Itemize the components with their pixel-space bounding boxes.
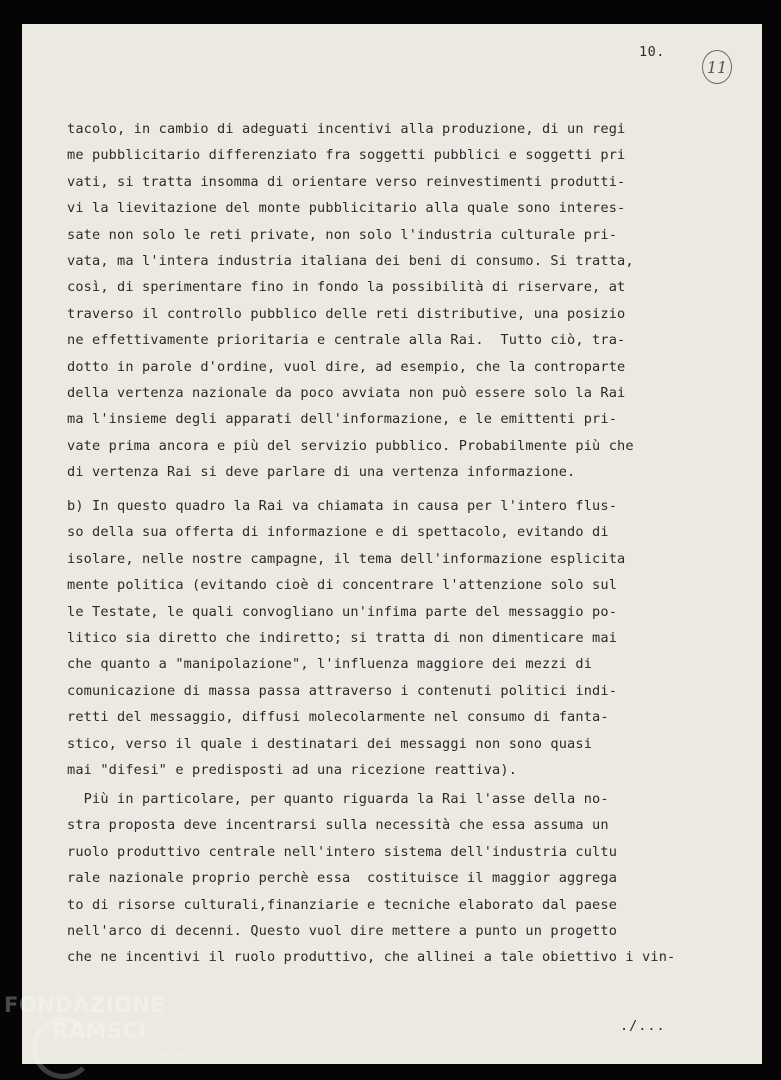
text-line: isolare, nelle nostre campagne, il tema dell'informazione esplicita	[67, 550, 626, 567]
watermark-small: onlus	[160, 1049, 187, 1060]
text-line: vi la lievitazione del monte pubblicitario alla quale sono interes-	[67, 200, 626, 217]
text-line: vata, ma l'intera industria italiana dei beni di consumo. Si tratta,	[67, 252, 634, 269]
text-line: che ne incentivi il ruolo produttivo, che allinei a tale obiettivo i vin-	[67, 949, 676, 966]
text-line: stico, verso il quale i destinatari dei messaggi non sono quasi	[67, 735, 593, 752]
archive-number-stamp	[702, 50, 732, 84]
text-line: di vertenza Rai si deve parlare di una vertenza informazione.	[67, 464, 576, 481]
fondazione-gramsci-watermark	[4, 993, 204, 1078]
archive-number: 11	[706, 57, 728, 77]
text-line: sate non solo le reti private, non solo l'industria culturale pri-	[67, 226, 618, 243]
text-line: b) In questo quadro la Rai va chiamata in causa per l'intero flus-	[67, 498, 618, 514]
text-line: stra proposta deve incentrarsi sulla necessità che essa assuma un	[67, 817, 609, 834]
text-line: ma l'insieme degli apparati dell'informazione, e le emittenti pri-	[67, 411, 618, 428]
text-line: tacolo, in cambio di adeguati incentivi alla produzione, di un regi	[67, 121, 626, 137]
text-line: comunicazione di massa passa attraverso i contenuti politici indi-	[67, 682, 618, 699]
text-line: dotto in parole d'ordine, vuol dire, ad esempio, che la controparte	[67, 358, 626, 375]
text-line: vate prima ancora e più del servizio pubblico. Probabilmente più che	[67, 437, 634, 454]
text-line: retti del messaggio, diffusi molecolarmente nel consumo di fanta-	[67, 709, 609, 726]
text-line: mente politica (evitando cioè di concentrare l'attenzione solo sul	[67, 577, 618, 594]
text-line: nell'arco di decenni. Questo vuol dire mettere a punto un progetto	[67, 922, 618, 939]
text-line: ruolo produttivo centrale nell'intero sistema dell'industria cultu	[67, 843, 618, 860]
text-line: che quanto a "manipolazione", l'influenza maggiore dei mezzi di	[67, 656, 593, 673]
watermark-line2: RAMSCI	[52, 1019, 147, 1043]
continuation-mark: ./...	[620, 1018, 666, 1034]
paragraph-3	[67, 786, 687, 971]
paragraph-1	[67, 116, 687, 485]
page-number: 10.	[639, 44, 665, 60]
text-line: rale nazionale proprio perchè essa costituisce il maggior aggrega	[67, 870, 618, 887]
document-page	[22, 24, 762, 1064]
text-line: Più in particolare, per quanto riguarda la Rai l'asse della no-	[67, 791, 609, 807]
text-line: della vertenza nazionale da poco avviata non può essere solo la Rai	[67, 384, 626, 401]
text-line: ne effettivamente prioritaria e centrale alla Rai. Tutto ciò, tra-	[67, 332, 626, 349]
text-line: litico sia diretto che indiretto; si tratta di non dimenticare mai	[67, 629, 618, 646]
text-line: me pubblicitario differenziato fra soggetti pubblici e soggetti pri	[67, 147, 626, 164]
text-line: so della sua offerta di informazione e di spettacolo, evitando di	[67, 524, 609, 541]
paragraph-2	[67, 493, 687, 783]
text-line: così, di sperimentare fino in fondo la possibilità di riservare, at	[67, 279, 626, 296]
text-line: mai "difesi" e predisposti ad una ricezione reattiva).	[67, 761, 518, 778]
text-line: vati, si tratta insomma di orientare verso reinvestimenti produtti-	[67, 173, 626, 190]
text-line: le Testate, le quali convogliano un'infima parte del messaggio po-	[67, 603, 618, 620]
text-line: traverso il controllo pubblico delle reti distributive, una posizio	[67, 305, 626, 322]
text-line: to di risorse culturali,finanziarie e tecniche elaborato dal paese	[67, 896, 618, 913]
watermark-line1: FONDAZIONE	[4, 993, 166, 1017]
